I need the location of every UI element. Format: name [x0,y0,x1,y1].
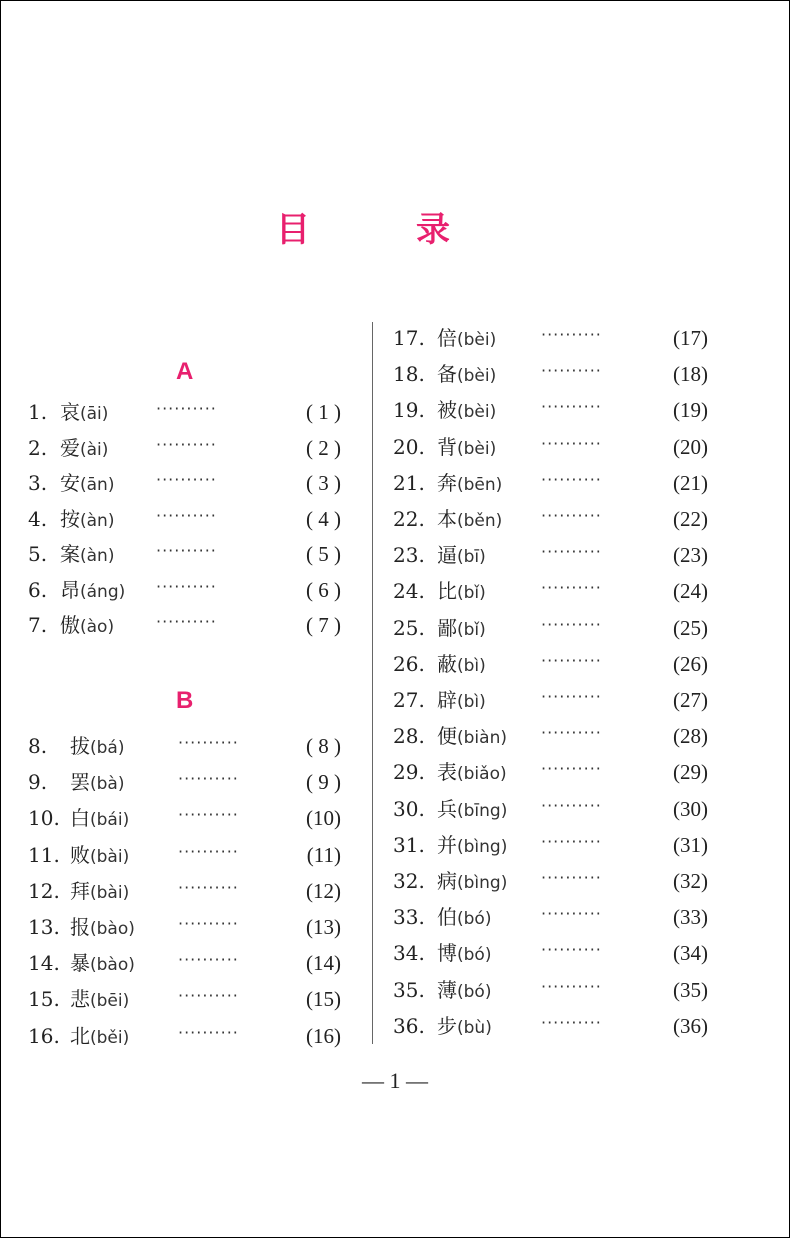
entry-number: 27. [393,688,425,712]
entry-number: 35. [393,977,425,1002]
toc-entry[interactable] [28,573,341,607]
entry-page-number: (13) [306,915,341,939]
entry-number: 22. [393,507,425,531]
leader-dots: ·········· [156,612,217,631]
entry-hanzi: 薄 [437,977,457,1002]
entry-character [60,537,114,573]
leader-dots: ·········· [541,868,602,887]
entry-character [437,502,502,538]
entry-character [437,792,507,828]
entry-hanzi: 表 [437,760,457,785]
entry-page-number: (17) [673,326,708,350]
entry-character [437,973,491,1009]
section-heading-b: B [176,687,194,714]
leader-dots: ·········· [541,759,602,779]
entry-page-number: (15) [306,987,341,1012]
entry-number: 12. [28,878,60,903]
entry-number: 21. [393,470,425,495]
entry-page-number: (26) [673,651,708,676]
entry-pinyin: (bào) [90,919,135,939]
entry-character [437,611,486,647]
entry-number: 25. [393,615,425,640]
toc-entry[interactable] [393,647,708,681]
entry-character [437,466,502,502]
toc-entry[interactable] [28,874,341,908]
leader-dots: ·········· [541,506,602,525]
toc-entry[interactable] [28,982,341,1016]
leader-dots: ·········· [541,397,602,417]
entry-character [60,395,108,431]
entry-page-number: (34) [673,941,708,966]
entry-hanzi: 拔 [70,734,90,758]
entry-hanzi: 爱 [60,435,80,460]
leader-dots: ·········· [178,733,239,752]
leader-dots: ·········· [541,687,602,706]
entry-pinyin: (bìng) [457,836,508,857]
toc-entry[interactable] [393,828,708,862]
entry-page-number: (36) [673,1013,708,1038]
entry-number: 10. [28,806,60,831]
entry-hanzi: 辟 [437,688,457,712]
toc-entry[interactable] [28,502,341,536]
entry-hanzi: 悲 [70,987,90,1012]
entry-character [437,936,491,972]
entry-pinyin: (bēn) [457,474,503,495]
entry-hanzi: 案 [60,542,80,566]
entry-hanzi: 并 [437,832,457,857]
entry-character [60,573,125,609]
entry-pinyin: (àn) [80,546,115,566]
leader-dots: ·········· [178,986,239,1006]
entry-character [70,874,129,910]
toc-entry[interactable] [28,765,341,799]
entry-pinyin: (bèi) [457,402,497,423]
entry-number: 28. [393,724,425,749]
entry-character [437,828,507,864]
entry-character [437,647,486,683]
leader-dots: ·········· [178,877,239,897]
toc-entry[interactable] [28,838,341,872]
entry-character [437,864,507,900]
entry-hanzi: 蔽 [437,651,457,676]
toc-entry[interactable] [28,395,341,429]
entry-character [437,719,507,755]
entry-page-number: ( 8 ) [306,734,341,758]
entry-pinyin: (bǐ) [457,619,486,640]
entry-hanzi: 暴 [70,951,90,976]
entry-hanzi: 倍 [437,326,457,350]
leader-dots: ·········· [541,361,602,381]
toc-entry[interactable] [28,801,341,835]
toc-entry[interactable] [28,1019,341,1053]
entry-pinyin: (bá) [90,738,125,758]
entry-page-number: (32) [673,869,708,893]
entry-page-number: (18) [673,362,708,387]
entry-number: 26. [393,651,425,676]
entry-hanzi: 鄙 [437,615,457,640]
entry-hanzi: 伯 [437,905,457,930]
entry-pinyin: (běn) [457,511,503,531]
entry-character [60,502,114,538]
entry-number: 24. [393,579,425,604]
entry-number: 17. [393,326,425,350]
leader-dots: ·········· [541,904,602,924]
leader-dots: ·········· [156,541,217,560]
entry-pinyin: (bó) [457,909,492,930]
leader-dots: ·········· [541,542,602,562]
toc-entry[interactable] [393,683,708,717]
entry-page-number: (24) [673,579,708,604]
toc-entry[interactable] [393,538,708,572]
entry-hanzi: 按 [60,506,80,531]
entry-number: 4. [28,506,48,531]
entry-page-number: (25) [673,615,708,640]
entry-character [60,431,108,467]
entry-number: 5. [28,542,48,566]
toc-entry[interactable] [393,719,708,753]
entry-number: 14. [28,951,60,976]
toc-entry[interactable] [393,466,708,500]
leader-dots: ·········· [178,1022,239,1042]
entry-page-number: (20) [673,434,708,459]
entry-page-number: (33) [673,905,708,930]
entry-character [70,729,124,765]
entry-hanzi: 哀 [60,400,80,424]
entry-pinyin: (bì) [457,655,486,676]
entry-number: 9. [28,770,48,795]
entry-number: 1. [28,400,48,424]
entry-page-number: (12) [306,878,341,903]
entry-hanzi: 背 [437,434,457,459]
entry-hanzi: 病 [437,869,457,893]
entry-number: 11. [28,842,60,867]
entry-hanzi: 被 [437,398,457,423]
entry-hanzi: 昂 [60,577,80,602]
leader-dots: ·········· [541,578,602,598]
leader-dots: ·········· [178,914,239,933]
entry-pinyin: (bì) [457,692,486,712]
entry-hanzi: 便 [437,724,457,749]
entry-pinyin: (àn) [80,510,115,531]
title-char-2: 录 [416,210,450,250]
page-number: — 1 — [362,1068,428,1093]
entry-hanzi: 比 [437,579,457,604]
entry-character [70,765,124,801]
entry-hanzi: 北 [70,1023,90,1048]
entry-character [70,838,129,874]
entry-hanzi: 博 [437,941,457,966]
entry-pinyin: (bèi) [457,438,497,459]
entry-hanzi: 本 [437,507,457,531]
entry-hanzi: 逼 [437,543,457,568]
entry-pinyin: (biàn) [457,728,507,749]
entry-pinyin: (āi) [80,404,109,424]
entry-page-number: ( 9 ) [306,770,341,795]
entry-number: 32. [393,869,425,893]
leader-dots: ·········· [541,1012,602,1032]
entry-character [70,946,135,982]
leader-dots: ·········· [541,433,602,453]
entry-number: 31. [393,832,425,857]
page-title [0,202,790,250]
toc-entry[interactable] [28,946,341,980]
toc-entry[interactable] [393,755,708,789]
leader-dots: ·········· [178,841,239,861]
entry-page-number: (27) [673,688,708,712]
entry-hanzi: 白 [70,806,90,831]
entry-hanzi: 报 [70,915,90,939]
entry-number: 8. [28,734,48,758]
entry-page-number: (19) [673,398,708,423]
entry-hanzi: 傲 [60,613,80,637]
entry-pinyin: (bù) [457,1017,492,1038]
entry-pinyin: (bī) [457,547,486,568]
entry-page-number: (28) [673,724,708,749]
toc-entry[interactable] [28,537,341,571]
entry-character [70,801,129,837]
entry-number: 23. [393,543,425,568]
entry-number: 20. [393,434,425,459]
entry-page-number: ( 6 ) [306,577,341,602]
toc-entry[interactable] [393,864,708,898]
toc-entry[interactable] [393,357,708,391]
leader-dots: ·········· [156,399,217,418]
toc-entry[interactable] [28,729,341,763]
entry-character [437,1009,492,1045]
entry-number: 33. [393,905,425,930]
entry-page-number: ( 1 ) [306,400,341,424]
entry-character [437,357,496,393]
toc-entry[interactable] [393,611,708,645]
entry-hanzi: 罢 [70,770,90,795]
toc-entry[interactable] [393,393,708,427]
entry-character [70,1019,129,1055]
title-char-1: 目 [276,210,310,250]
entry-number: 30. [393,796,425,821]
entry-page-number: (21) [673,470,708,495]
entry-pinyin: (bái) [90,810,130,831]
toc-entry[interactable] [28,431,341,465]
entry-page-number: ( 4 ) [306,506,341,531]
leader-dots: ·········· [156,576,217,596]
entry-number: 16. [28,1023,60,1048]
section-heading-a: A [176,358,194,385]
entry-page-number: (14) [306,951,341,976]
entry-character [437,321,496,357]
entry-number: 18. [393,362,425,387]
entry-page-number: (16) [306,1023,341,1048]
leader-dots: ·········· [178,769,239,789]
entry-pinyin: (ài) [80,439,109,460]
leader-dots: ·········· [541,795,602,815]
entry-pinyin: (bà) [90,774,125,795]
toc-entry[interactable] [393,792,708,826]
entry-pinyin: (bó) [457,945,492,966]
entry-hanzi: 兵 [437,796,457,821]
leader-dots: ·········· [541,976,602,996]
entry-pinyin: (bào) [90,955,135,976]
entry-page-number: (22) [673,507,708,531]
entry-page-number: ( 7 ) [306,613,341,637]
entry-page-number: (23) [673,543,708,568]
entry-pinyin: (bèi) [457,330,497,350]
toc-entry[interactable] [28,466,341,500]
leader-dots: ·········· [156,434,217,454]
entry-page-number: (31) [673,832,708,857]
toc-entry[interactable] [393,973,708,1007]
entry-hanzi: 备 [437,362,457,387]
entry-pinyin: (ào) [80,617,115,637]
entry-number: 19. [393,398,425,423]
entry-page-number: (11) [306,842,341,867]
entry-pinyin: (ān) [80,475,115,495]
leader-dots: ·········· [178,950,239,970]
entry-character [437,755,507,791]
entry-character [60,608,114,644]
entry-number: 3. [28,471,48,495]
entry-character [437,574,486,610]
entry-hanzi: 步 [437,1013,457,1038]
entry-page-number: ( 5 ) [306,542,341,566]
toc-entry[interactable] [28,910,341,944]
entry-number: 29. [393,760,425,785]
entry-pinyin: (bó) [457,981,492,1002]
entry-hanzi: 奔 [437,470,457,495]
leader-dots: ·········· [178,805,239,825]
entry-pinyin: (běi) [90,1027,130,1048]
entry-character [437,683,486,719]
entry-hanzi: 败 [70,842,90,867]
toc-entry[interactable] [28,608,341,642]
entry-number: 2. [28,435,48,460]
entry-character [437,393,496,429]
toc-entry[interactable] [393,574,708,608]
toc-entry[interactable] [393,900,708,934]
entry-hanzi: 安 [60,471,80,495]
entry-number: 7. [28,613,48,637]
entry-pinyin: (bēi) [90,991,130,1012]
leader-dots: ·········· [541,723,602,743]
toc-entry[interactable] [393,502,708,536]
column-divider [372,322,373,1044]
entry-number: 6. [28,577,48,602]
entry-page-number: (10) [306,806,341,831]
entry-number: 13. [28,915,60,939]
entry-page-number: (29) [673,760,708,785]
entry-pinyin: (bīng) [457,800,508,821]
toc-entry[interactable] [393,1009,708,1043]
entry-character [437,538,486,574]
entry-pinyin: (bài) [90,846,130,867]
leader-dots: ·········· [541,325,602,344]
entry-page-number: (30) [673,796,708,821]
entry-page-number: (35) [673,977,708,1002]
entry-number: 34. [393,941,425,966]
entry-character [60,466,114,502]
entry-pinyin: (bìng) [457,873,508,893]
entry-pinyin: (bèi) [457,366,497,387]
leader-dots: ·········· [541,650,602,670]
toc-entry[interactable] [393,430,708,464]
entry-character [70,910,135,946]
entry-pinyin: (áng) [80,581,126,602]
entry-pinyin: (bài) [90,882,130,903]
entry-character [70,982,129,1018]
entry-page-number: ( 2 ) [306,435,341,460]
entry-character [437,430,496,466]
leader-dots: ·········· [156,470,217,489]
entry-pinyin: (bǐ) [457,583,486,604]
toc-entry[interactable] [393,936,708,970]
entry-pinyin: (biǎo) [457,764,507,785]
toc-entry[interactable] [393,321,708,355]
entry-number: 15. [28,987,60,1012]
leader-dots: ·········· [541,469,602,489]
leader-dots: ·········· [156,505,217,525]
entry-character [437,900,491,936]
entry-number: 36. [393,1013,425,1038]
leader-dots: ·········· [541,831,602,851]
leader-dots: ·········· [541,614,602,634]
leader-dots: ·········· [541,940,602,960]
entry-hanzi: 拜 [70,878,90,903]
entry-page-number: ( 3 ) [306,471,341,495]
